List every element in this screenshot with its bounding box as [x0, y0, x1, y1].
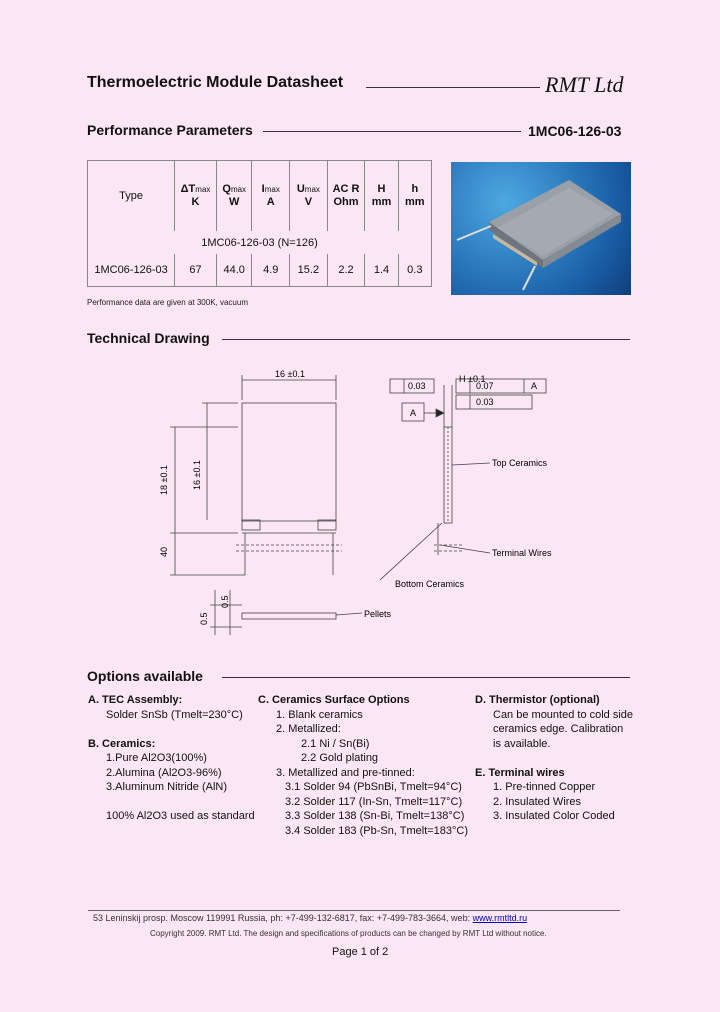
table-group-row	[88, 231, 432, 254]
option-item	[88, 722, 258, 737]
option-heading: D. Thermistor (optional)	[475, 694, 600, 706]
cell-H: 1.4	[365, 254, 398, 287]
option-item	[475, 751, 645, 766]
options-col-3	[475, 693, 645, 824]
dim-H: H ±0.1	[459, 374, 486, 384]
cell-acr: 2.2	[327, 254, 365, 287]
option-item: 2.Alumina (Al2O3-96%)	[106, 766, 222, 779]
group-label: 1MC06-126-03 (N=126)	[88, 231, 432, 254]
option-item: Can be mounted to cold side	[493, 708, 634, 721]
product-photo	[451, 162, 631, 295]
col-H: H mm	[365, 161, 398, 232]
option-item: 3.4 Solder 183 (Pb-Sn, Tmelt=183°C)	[285, 824, 469, 837]
option-item: 3. Insulated Color Coded	[493, 810, 615, 822]
cell-qmax: 44.0	[216, 254, 251, 287]
dim-wire: 40	[159, 546, 169, 557]
performance-note: Performance data are given at 300K, vacuum	[87, 298, 248, 307]
dim-pellet-a: 0.5	[199, 612, 209, 625]
tab-left	[242, 520, 260, 530]
tol-parallel: 0.07	[476, 381, 494, 391]
option-item: 2.2 Gold plating	[301, 752, 379, 764]
module-top-view	[242, 403, 336, 521]
cell-type: 1MC06-126-03	[88, 254, 175, 287]
option-heading: A. TEC Assembly:	[88, 694, 183, 706]
option-item: 2. Metallized:	[276, 723, 341, 735]
dim-pellet-b: 0.5	[220, 595, 230, 608]
tol-ref: A	[531, 381, 538, 391]
cell-h: 0.3	[398, 254, 431, 287]
option-item: ceramics edge. Calibration	[493, 723, 624, 735]
document-title: Thermoelectric Module Datasheet	[87, 74, 344, 91]
option-heading: C. Ceramics Surface Options	[258, 694, 410, 706]
option-item: Solder SnSb (Tmelt=230°C)	[106, 708, 243, 721]
option-item: 1. Pre-tinned Copper	[493, 781, 596, 793]
model-code: 1MC06-126-03	[528, 123, 622, 139]
options-section-title: Options available	[87, 668, 203, 684]
page-number: Page 1 of 2	[332, 946, 389, 958]
col-umax: Umax V	[290, 161, 328, 232]
col-imax: Imax A	[252, 161, 290, 232]
option-item: 3.2 Solder 117 (In-Sn, Tmelt=117°C)	[285, 795, 463, 808]
table-header-row	[88, 161, 432, 232]
option-heading: B. Ceramics:	[88, 737, 156, 750]
option-item	[88, 795, 258, 810]
pellets-strip	[242, 613, 336, 619]
label-pellets: Pellets	[364, 609, 392, 619]
option-item: is available.	[493, 737, 551, 750]
tab-right	[318, 520, 336, 530]
options-rule	[222, 677, 630, 678]
drawing-section-title: Technical Drawing	[87, 330, 210, 346]
cell-imax: 4.9	[252, 254, 290, 287]
footer-copyright: Copyright 2009. RMT Ltd. The design and specifications of products can be changed by RMT Ltd without notice.	[150, 929, 547, 938]
performance-rule	[263, 131, 521, 132]
option-item: 3.3 Solder 138 (Sn-Bi, Tmelt=138°C)	[285, 810, 465, 822]
option-item: 1.Pure Al2O3(100%)	[106, 752, 207, 764]
option-heading: E. Terminal wires	[475, 766, 565, 779]
footer-address: 53 Leninskij prosp. Moscow 119991 Russia, ph: +7-499-132-6817, fax: +7-499-783-3664, web: www.rmtltd.ru	[93, 913, 528, 923]
datum-label: A	[410, 408, 417, 418]
option-item: 2.1 Ni / Sn(Bi)	[301, 737, 370, 750]
table-row	[88, 254, 432, 287]
option-item: 100% Al2O3 used as standard	[106, 810, 255, 822]
tol-flat2: 0.03	[476, 397, 494, 407]
options-col-1	[88, 693, 258, 824]
col-acr: AC R Ohm	[327, 161, 365, 232]
performance-section-title: Performance Parameters	[87, 122, 253, 138]
tol-flatness: 0.03	[408, 381, 426, 391]
options-col-2	[258, 693, 473, 838]
website-link[interactable]: www.rmtltd.ru	[472, 913, 528, 923]
technical-drawing	[150, 365, 620, 635]
type-header: Type	[88, 161, 175, 232]
dim-width: 16 ±0.1	[275, 369, 305, 379]
label-top-ceramics: Top Ceramics	[492, 458, 548, 468]
drawing-rule	[222, 339, 630, 340]
brand-logo: RMT Ltd	[545, 72, 624, 97]
option-item: 3.Aluminum Nitride (AlN)	[106, 781, 228, 793]
module-illustration	[451, 162, 631, 295]
option-item: 2. Insulated Wires	[493, 795, 582, 808]
dim-height-total: 18 ±0.1	[159, 465, 169, 495]
label-bottom-ceramics: Bottom Ceramics	[395, 579, 465, 589]
cell-umax: 15.2	[290, 254, 328, 287]
option-item: 1. Blank ceramics	[276, 708, 363, 721]
header-rule	[366, 87, 540, 88]
option-item: 3. Metallized and pre-tinned:	[276, 766, 415, 779]
label-terminal-wires: Terminal Wires	[492, 548, 552, 558]
footer-rule	[88, 910, 620, 911]
performance-table	[87, 160, 432, 287]
col-dtmax: ΔTmax K	[175, 161, 217, 232]
cell-dtmax: 67	[175, 254, 217, 287]
col-h: h mm	[398, 161, 431, 232]
col-qmax: Qmax W	[216, 161, 251, 232]
option-item: 3.1 Solder 94 (PbSnBi, Tmelt=94°C)	[285, 781, 462, 793]
dim-height-body: 16 ±0.1	[192, 460, 202, 490]
